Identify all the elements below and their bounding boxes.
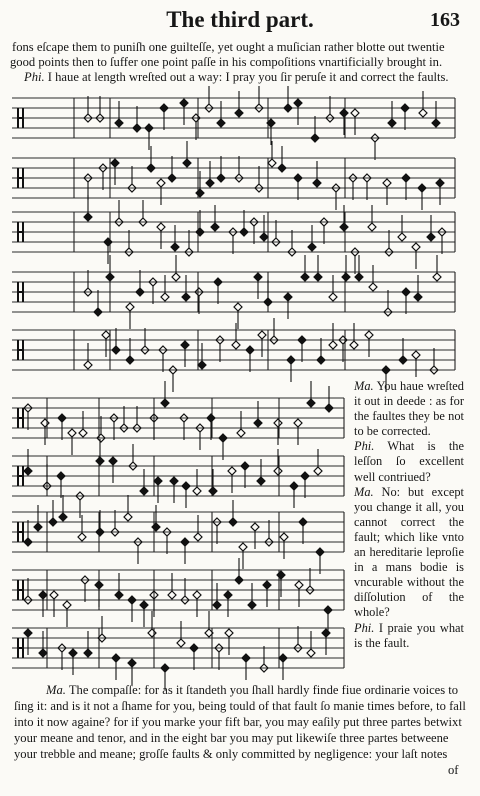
black-note-icon <box>264 298 272 306</box>
phi-line-text: I haue at length wreſted out a way: I pray you ſir peruſe it and correct the faults. <box>47 70 449 84</box>
black-note-icon <box>242 654 250 662</box>
white-note-icon <box>369 283 377 291</box>
black-note-icon <box>355 273 363 281</box>
black-note-icon <box>181 341 189 349</box>
clef-icon <box>18 168 23 188</box>
black-note-icon <box>49 518 57 526</box>
black-note-icon <box>402 174 410 182</box>
black-note-icon <box>254 273 262 281</box>
white-note-icon <box>228 467 236 475</box>
black-note-icon <box>342 273 350 281</box>
black-note-icon <box>112 346 120 354</box>
black-note-icon <box>229 518 237 526</box>
white-note-icon <box>79 429 87 437</box>
black-note-icon <box>314 273 322 281</box>
black-note-icon <box>161 399 169 407</box>
black-note-icon <box>382 366 390 374</box>
black-note-icon <box>196 189 204 197</box>
black-note-icon <box>241 462 249 470</box>
black-note-icon <box>260 233 268 241</box>
black-note-icon <box>57 472 65 480</box>
white-note-icon <box>234 303 242 311</box>
black-note-icon <box>340 109 348 117</box>
white-note-icon <box>161 293 169 301</box>
black-note-icon <box>115 119 123 127</box>
intro-line-2: good points then to ſuffer one point paſſe in his compoſitions vnartificially brought in. <box>10 55 443 69</box>
white-note-icon <box>78 533 86 541</box>
white-note-icon <box>63 601 71 609</box>
clef-icon <box>18 222 23 242</box>
black-note-icon <box>213 601 221 609</box>
side-speaker-1: Ma. <box>354 379 374 393</box>
bottom-line-2: ſing it: and is it not a ſhame for you, being tould of that fault ſo manie times before, to fall <box>14 699 466 713</box>
black-note-icon <box>209 487 217 495</box>
page-number: 163 <box>430 9 460 31</box>
black-note-icon <box>140 487 148 495</box>
black-note-icon <box>399 356 407 364</box>
black-note-icon <box>284 104 292 112</box>
black-note-icon <box>206 179 214 187</box>
bottom-line-3: into it now againe? for if you marke your fift bar, you may eaſily put three partes betwixt <box>14 715 462 729</box>
white-note-icon <box>268 159 276 167</box>
clef-icon <box>18 638 23 658</box>
white-note-icon <box>295 581 303 589</box>
black-note-icon <box>388 119 396 127</box>
black-note-icon <box>128 596 136 604</box>
black-note-icon <box>217 119 225 127</box>
black-note-icon <box>128 659 136 667</box>
white-note-icon <box>84 361 92 369</box>
white-note-icon <box>307 649 315 657</box>
black-note-icon <box>183 159 191 167</box>
black-note-icon <box>316 548 324 556</box>
black-note-icon <box>317 356 325 364</box>
side-para-3: Ma. No: but except you change it all, you cannot correct the fault; which like vnto an hereditarie leproſie in a mans bodie is vncurable without the diſſolution of the whole? <box>354 484 464 620</box>
black-note-icon <box>311 134 319 142</box>
black-note-icon <box>95 581 103 589</box>
white-note-icon <box>126 303 134 311</box>
black-note-icon <box>299 518 307 526</box>
white-note-icon <box>433 273 441 281</box>
white-note-icon <box>274 467 282 475</box>
black-note-icon <box>278 164 286 172</box>
side-para-4: Phi. I praie you what is the fault. <box>354 620 464 650</box>
black-note-icon <box>104 238 112 246</box>
clef-icon <box>18 408 23 428</box>
white-note-icon <box>237 429 245 437</box>
black-note-icon <box>248 601 256 609</box>
black-note-icon <box>211 223 219 231</box>
black-note-icon <box>240 228 248 236</box>
music-system-bottom <box>12 381 344 690</box>
black-note-icon <box>94 308 102 316</box>
black-note-icon <box>145 124 153 132</box>
white-note-icon <box>232 341 240 349</box>
black-note-icon <box>39 649 47 657</box>
black-note-icon <box>198 361 206 369</box>
white-note-icon <box>398 233 406 241</box>
black-note-icon <box>111 159 119 167</box>
black-note-icon <box>24 629 32 637</box>
black-note-icon <box>325 404 333 412</box>
black-note-icon <box>287 356 295 364</box>
white-note-icon <box>368 223 376 231</box>
black-note-icon <box>313 179 321 187</box>
side-speaker-3: Ma. <box>354 484 374 499</box>
white-note-icon <box>280 533 288 541</box>
white-note-icon <box>194 533 202 541</box>
black-note-icon <box>418 184 426 192</box>
clef-icon <box>18 580 23 600</box>
black-note-icon <box>106 273 114 281</box>
black-note-icon <box>294 174 302 182</box>
clef-icon <box>18 108 23 128</box>
black-note-icon <box>427 233 435 241</box>
black-note-icon <box>58 414 66 422</box>
black-note-icon <box>308 243 316 251</box>
white-note-icon <box>258 331 266 339</box>
clef-icon <box>18 522 23 542</box>
black-note-icon <box>24 538 32 546</box>
black-note-icon <box>301 472 309 480</box>
black-note-icon <box>96 457 104 465</box>
black-note-icon <box>340 223 348 231</box>
white-note-icon <box>412 243 420 251</box>
black-note-icon <box>133 124 141 132</box>
clef-icon <box>18 282 23 302</box>
bottom-line-6: of <box>448 763 459 777</box>
black-note-icon <box>235 109 243 117</box>
black-note-icon <box>69 649 77 657</box>
white-note-icon <box>50 591 58 599</box>
black-note-icon <box>219 434 227 442</box>
black-note-icon <box>401 104 409 112</box>
bottom-line-4: your meane and tenor, and in the eight bar you may put likewiſe three partes betweene <box>14 731 449 745</box>
clef-icon <box>18 340 23 360</box>
black-note-icon <box>277 571 285 579</box>
black-note-icon <box>301 273 309 281</box>
black-note-icon <box>109 457 117 465</box>
black-note-icon <box>147 164 155 172</box>
clef-icon <box>18 466 23 486</box>
white-note-icon <box>157 179 165 187</box>
side-para-2: Phi. What is the leſſon ſo excellent well contriued? <box>354 439 464 484</box>
black-note-icon <box>182 482 190 490</box>
white-note-icon <box>193 487 201 495</box>
black-note-icon <box>246 346 254 354</box>
white-note-icon <box>329 341 337 349</box>
black-note-icon <box>279 654 287 662</box>
black-note-icon <box>84 213 92 221</box>
black-note-icon <box>263 581 271 589</box>
black-note-icon <box>96 528 104 536</box>
black-note-icon <box>180 99 188 107</box>
black-note-icon <box>196 228 204 236</box>
black-note-icon <box>24 467 32 475</box>
black-note-icon <box>254 419 262 427</box>
white-note-icon <box>314 467 322 475</box>
white-note-icon <box>148 629 156 637</box>
black-note-icon <box>402 288 410 296</box>
black-note-icon <box>190 644 198 652</box>
intro-line-1: fons eſcape them to puniſh one guilteſſe, yet ought a muſician rather blotte out twentie <box>12 40 445 54</box>
black-note-icon <box>294 99 302 107</box>
black-note-icon <box>298 336 306 344</box>
black-note-icon <box>170 477 178 485</box>
black-note-icon <box>414 293 422 301</box>
white-note-icon <box>274 419 282 427</box>
side-para-1: Ma. You haue wreſted it out in deede : as for the faultes they be not to be corrected. <box>354 379 464 439</box>
black-note-icon <box>154 477 162 485</box>
black-note-icon <box>136 288 144 296</box>
black-note-icon <box>432 119 440 127</box>
white-note-icon <box>294 419 302 427</box>
black-note-icon <box>322 629 330 637</box>
black-note-icon <box>126 356 134 364</box>
black-note-icon <box>112 654 120 662</box>
white-note-icon <box>419 109 427 117</box>
white-note-icon <box>193 591 201 599</box>
black-note-icon <box>307 399 315 407</box>
running-title: The third part. <box>166 7 314 32</box>
black-note-icon <box>152 523 160 531</box>
white-note-icon <box>351 109 359 117</box>
black-note-icon <box>39 591 47 599</box>
white-note-icon <box>412 351 420 359</box>
black-note-icon <box>181 538 189 546</box>
white-note-icon <box>225 629 233 637</box>
side-speaker-2: Phi. <box>354 439 375 454</box>
black-note-icon <box>235 576 243 584</box>
white-note-icon <box>177 639 185 647</box>
black-note-icon <box>168 174 176 182</box>
black-note-icon <box>84 649 92 657</box>
white-note-icon <box>172 273 180 281</box>
black-note-icon <box>436 179 444 187</box>
white-note-icon <box>329 293 337 301</box>
white-note-icon <box>102 331 110 339</box>
black-note-icon <box>140 601 148 609</box>
black-note-icon <box>257 477 265 485</box>
black-note-icon <box>207 414 215 422</box>
black-note-icon <box>34 523 42 531</box>
dialogue-side-column <box>354 379 464 651</box>
black-note-icon <box>115 591 123 599</box>
white-note-icon <box>350 341 358 349</box>
black-note-icon <box>161 664 169 672</box>
white-note-icon <box>157 223 165 231</box>
side-speaker-4: Phi. <box>354 620 375 635</box>
music-system-top <box>12 86 455 392</box>
white-note-icon <box>41 419 49 427</box>
black-note-icon <box>284 293 292 301</box>
white-note-icon <box>124 513 132 521</box>
black-note-icon <box>324 606 332 614</box>
black-note-icon <box>171 243 179 251</box>
black-note-icon <box>217 174 225 182</box>
bottom-speaker: Ma. <box>46 683 66 697</box>
white-note-icon <box>365 331 373 339</box>
white-note-icon <box>168 591 176 599</box>
black-note-icon <box>59 513 67 521</box>
black-note-icon <box>224 591 232 599</box>
bottom-line-5: your trebble and meane; groſſe faults & only committed by negligence: your laſt notes <box>14 747 448 761</box>
white-note-icon <box>239 543 247 551</box>
white-note-icon <box>383 179 391 187</box>
black-note-icon <box>160 104 168 112</box>
black-note-icon <box>290 482 298 490</box>
black-note-icon <box>182 293 190 301</box>
white-note-icon <box>68 429 76 437</box>
black-note-icon <box>214 278 222 286</box>
phi-speaker: Phi. <box>24 70 45 84</box>
white-note-icon <box>251 523 259 531</box>
bottom-line-1: Ma. The compaſſe: for as it ſtandeth you ſhall hardly finde fiue ordinarie voices to <box>46 683 459 697</box>
